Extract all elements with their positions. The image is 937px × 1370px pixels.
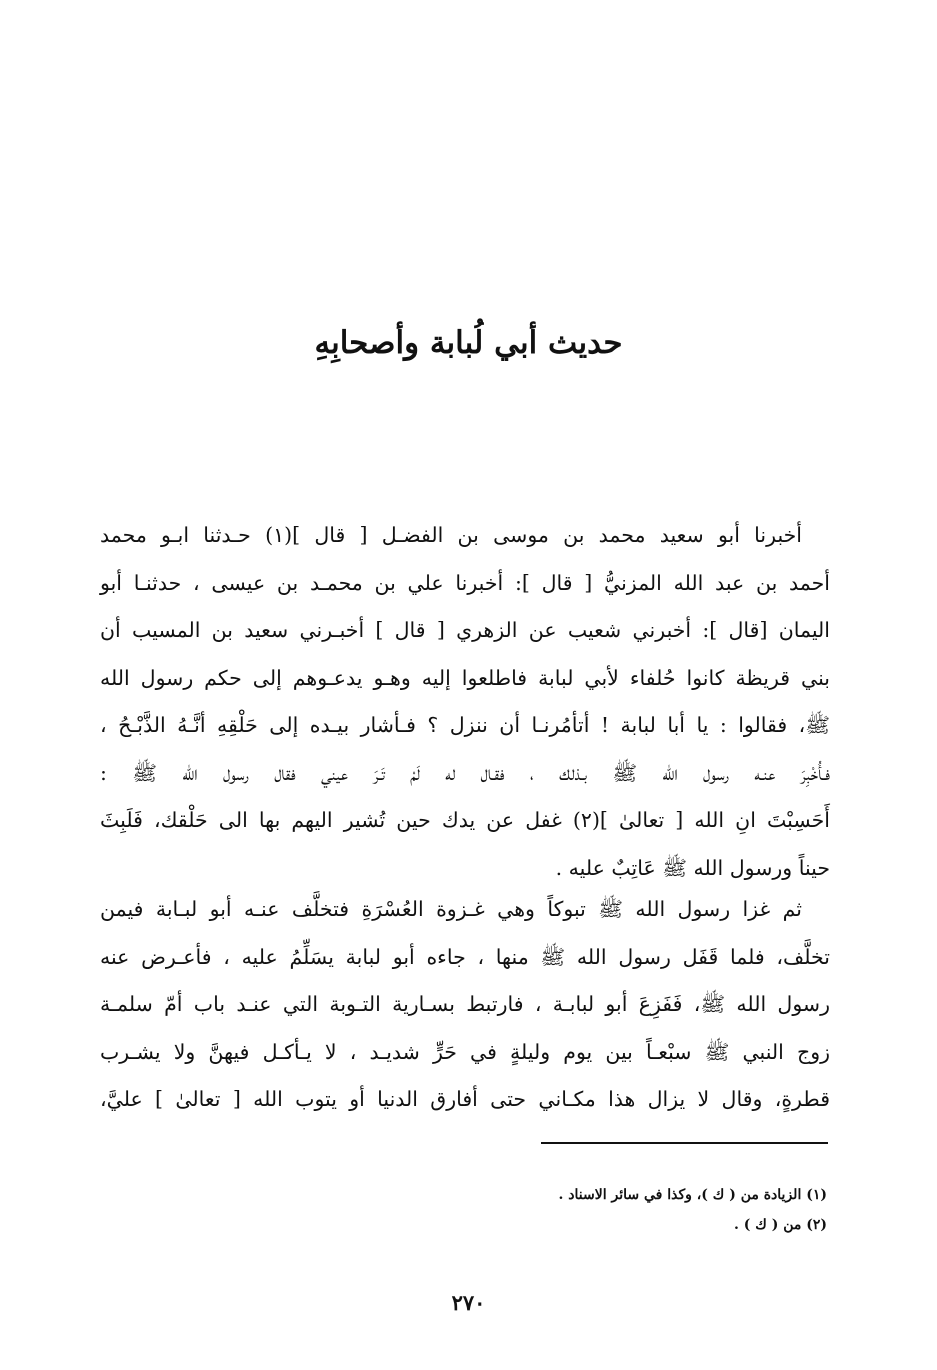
text-line: رسول الله ﷺ، فَفَزِعَ أبو لبابـة ، فارتبط بسـارية التـوبة التي عنـد باب أمّ سلمـة [100,992,830,1016]
footnote-1: (١) الزيادة من ( ك )، وكذا في سائر الاسناد . [558,1187,827,1203]
paragraph-2 [100,886,830,1124]
footnotes [327,1180,827,1240]
text-line: قطرةٍ، وقال لا يزال هذا مكـاني حتى أفارق الدنيا أو يتوب الله [ تعالىٰ ] عليَّ، [100,1087,830,1111]
text-line: بني قريظة كانوا حُلفاء لأبي لبابة فاطلعوا إليه وهـو يدعـوهم إلى حكم رسول الله [100,665,830,690]
text-line: تخلَّف، فلما قَفَل رسول الله ﷺ منها ، جاءه أبو لبابة يسَلِّمُ عليه ، فأعـرض عنه [100,944,830,969]
text-line: أَحَسِبْتَ انِ الله [ تعالىٰ ](٢) غفل عن يدك حين تُشير اليهم بها الى حَلْقك، فَلَبِثَ [100,808,830,832]
chapter-title: حديث أبي لُبابة وأصحابِهِ [314,325,623,361]
text-line: فـأُخْبِرَ عنـه رسول الله ﷺ بـذلك ، فقـال له لَمْ تَـرَ عيني فقال رسول الله ﷺ : [100,760,830,785]
footnote-divider [541,1142,828,1144]
paragraph-1 [100,512,830,892]
text-line: اليمان [قال ]: أخبرني شعيب عن الزهري [ قال ] أخبـرني سعيد بن المسيب أن [100,618,830,642]
text-line: أحمد بن عبد الله المزنيُّ [ قال ]: أخبرنا علي بن محمـد بن عيسى ، حدثنـا أبو [100,570,830,595]
text-line: حيناً ورسول الله ﷺ عَاتِبٌ عليه . [555,855,830,880]
text-line: زوج النبي ﷺ سبْعـاً بين يوم وليلةٍ في حَرٍّ شديـد ، لا يـأكـل فيهنَّ ولا يشـرب [100,1039,830,1064]
footnote-2: (٢) من ( ك ) . [734,1217,827,1233]
text-line: أخبرنا أبو سعيد محمد بن موسى بن الفضـل [ قال ](١) حـدثنا ابـو محمد [100,523,802,547]
text-line: ﷺ، فقالوا : يا أبا لبابة ! أتأمُرنـا أن ننزل ؟ فـأشار بيـده إلى حَلْقِهِ أنَّـهُ الذَّبْـحُ ، [100,713,830,737]
page-number: ٢٧٠ [451,1290,486,1315]
text-line: ثم غزا رسول الله ﷺ تبوكاً وهي غـزوة العُسْرَةِ فتخلَّف عنـه أبو لبـابة فيمن [100,897,802,921]
